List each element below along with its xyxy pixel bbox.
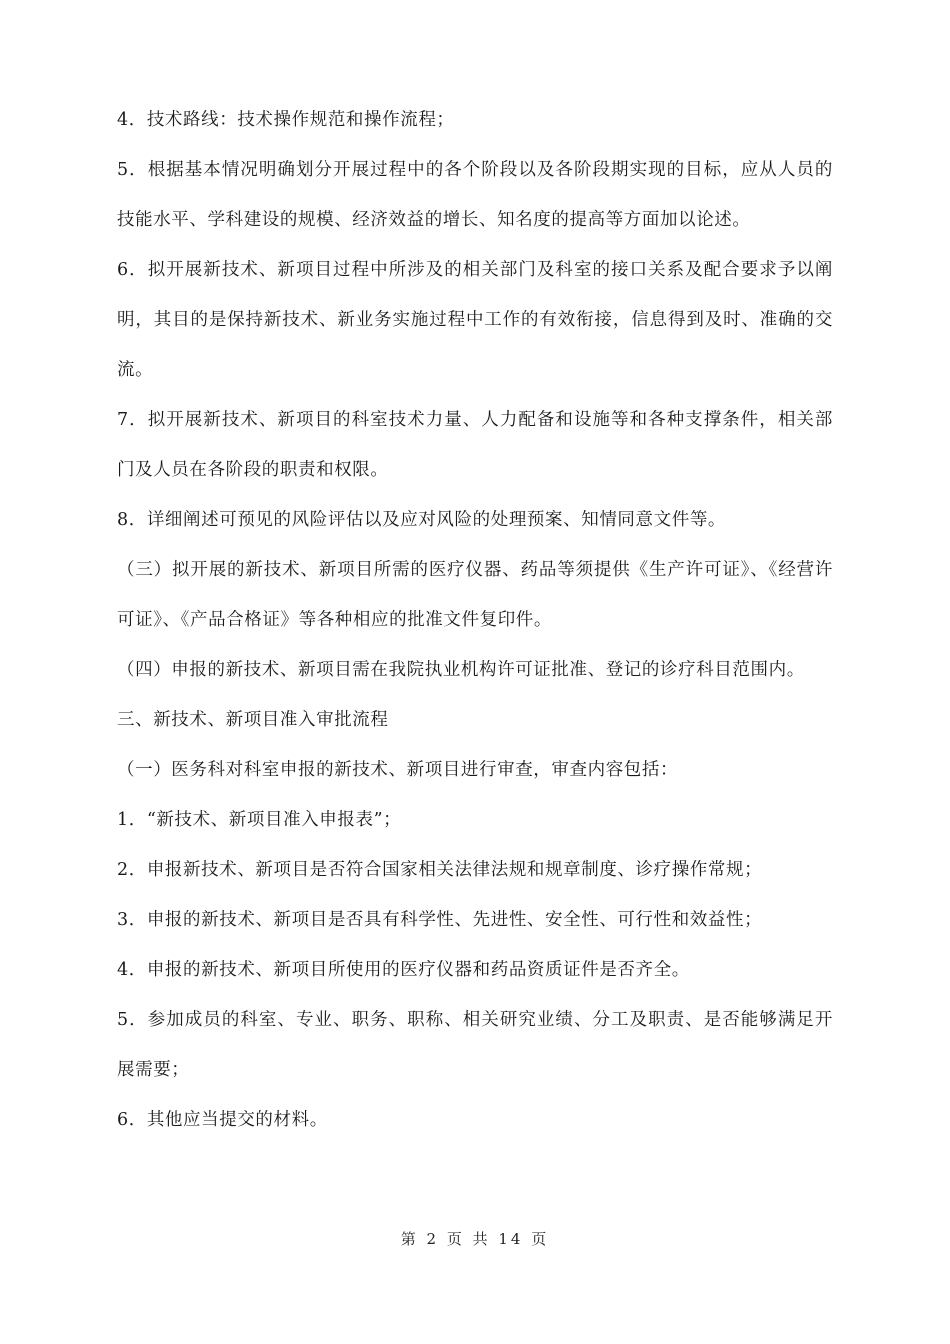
paragraph-review-item-4: 4．申报的新技术、新项目所使用的医疗仪器和药品资质证件是否齐全。 <box>117 960 690 980</box>
paragraph-section-4-scope: （四）申报的新技术、新项目需在我院执业机构许可证批准、登记的诊疗科目范围内。 <box>117 660 805 680</box>
paragraph-item-8-risk: 8．详细阐述可预见的风险评估以及应对风险的处理预案、知情同意文件等。 <box>117 510 727 530</box>
paragraph-item-5-stages: 5．根据基本情况明确划分开展过程中的各个阶段以及各阶段期实现的目标，应从人员的技能水平、学科建设的规模、经济效益的增长、知名度的提高等方面加以论述。 <box>117 160 833 230</box>
paragraph-item-4-tech-route: 4．技术路线：技术操作规范和操作流程； <box>117 110 455 130</box>
paragraph-review-item-5: 5．参加成员的科室、专业、职务、职称、相关研究业绩、分工及职责、是否能够满足开展需要； <box>117 1010 833 1080</box>
document-body <box>117 95 833 1145</box>
paragraph-item-6-interfaces: 6．拟开展新技术、新项目过程中所涉及的相关部门及科室的接口关系及配合要求予以阐明，其目的是保持新技术、新业务实施过程中工作的有效衔接，信息得到及时、准确的交流。 <box>117 260 833 380</box>
paragraph-section-1-review: （一）医务科对科室申报的新技术、新项目进行审查，审查内容包括： <box>117 760 679 780</box>
paragraph-review-item-1: 1．“新技术、新项目准入申报表”； <box>117 810 402 830</box>
paragraph-item-7-resources: 7．拟开展新技术、新项目的科室技术力量、人力配备和设施等和各种支撑条件，相关部门及人员在各阶段的职责和权限。 <box>117 410 833 480</box>
section-heading-approval-process: 三、新技术、新项目准入审批流程 <box>117 710 389 730</box>
paragraph-review-item-3: 3．申报的新技术、新项目是否具有科学性、先进性、安全性、可行性和效益性； <box>117 910 763 930</box>
paragraph-review-item-2: 2．申报新技术、新项目是否符合国家相关法律法规和规章制度、诊疗操作常规； <box>117 860 763 880</box>
paragraph-section-3-certificates: （三）拟开展的新技术、新项目所需的医疗仪器、药品等须提供《生产许可证》、《经营许可证》、《产品合格证》等各种相应的批准文件复印件。 <box>117 560 833 630</box>
page-number-footer: 第 2 页 共 14 页 <box>400 1230 550 1248</box>
paragraph-review-item-6: 6．其他应当提交的材料。 <box>117 1110 328 1130</box>
